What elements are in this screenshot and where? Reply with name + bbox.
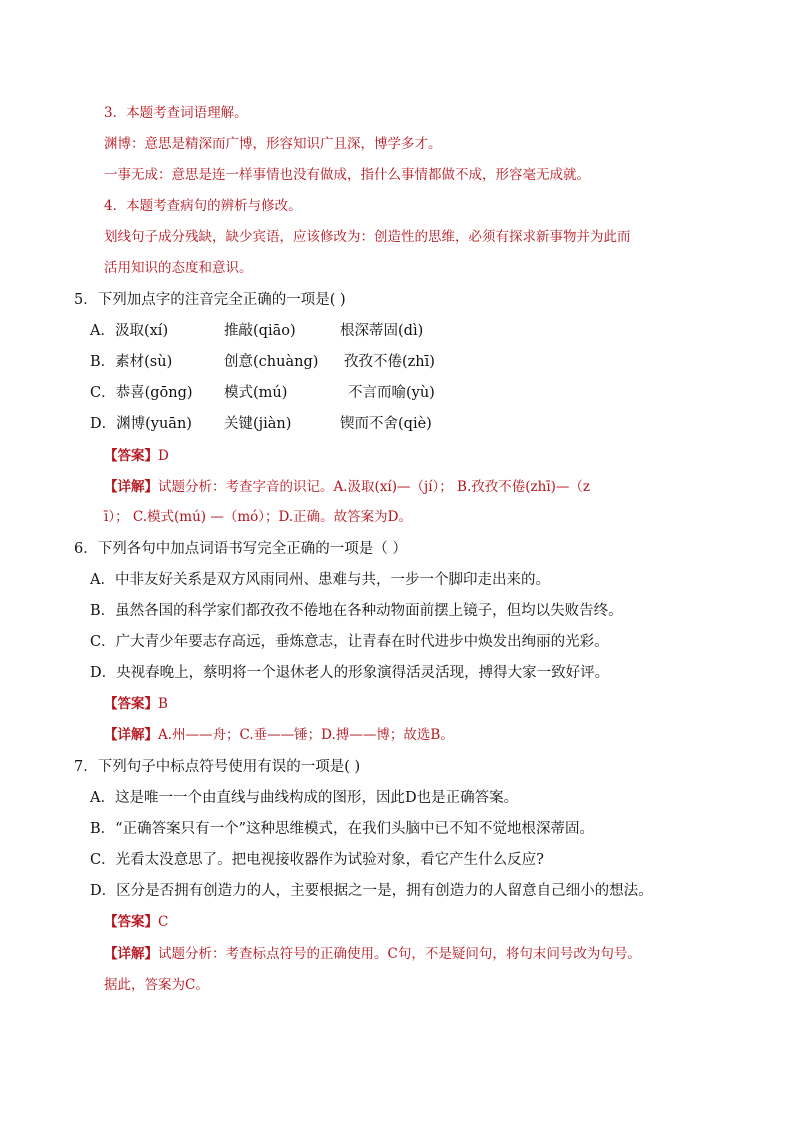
- q5-option-c-2: 模式(mú): [224, 385, 288, 401]
- q7-option-d: D．区分是否拥有创造力的人，主要根据之一是，拥有创造力的人留意自己细小的想法。: [90, 883, 653, 899]
- detail-tag: 【详解】: [104, 727, 158, 743]
- q6-option-a: A．中非友好关系是双方风雨同州、患难与共，一步一个脚印走出来的。: [90, 572, 550, 588]
- q5-option-b-2: 创意(chuàng): [224, 354, 319, 370]
- detail-text: A.州——舟；C.垂——锤；D.搏——博；故选B。: [158, 727, 454, 743]
- q5-option-c-1: C．恭喜(gōng): [90, 385, 193, 401]
- q5-option-d-3: 锲而不舍(qiè): [340, 416, 432, 432]
- q7-detail-line-1: [104, 944, 641, 964]
- question-7-stem: 7．下列句子中标点符号使用有误的一项是( ): [74, 759, 361, 775]
- q5-option-a-2: 推敲(qiāo): [224, 323, 296, 339]
- explanation-3-heading: 3．本题考查词语理解。: [104, 105, 248, 121]
- detail-text: 试题分析：考查字音的识记。A.汲取(xí)—（jí）； B.孜孜不倦(zhī)—（z: [158, 479, 591, 495]
- explanation-yuanbo: 渊博：意思是精深而广博，形容知识广且深，博学多才。: [104, 136, 442, 152]
- q6-option-d: D．央视春晚上，蔡明将一个退休老人的形象演得活灵活现，搏得大家一致好评。: [90, 665, 610, 681]
- q5-option-c-3: 不言而喻(yù): [348, 385, 435, 401]
- q5-option-a-3: 根深蒂固(dì): [340, 323, 424, 339]
- explanation-4-line-2: 活用知识的态度和意识。: [104, 260, 253, 276]
- explanation-yishiwucheng: 一事无成：意思是连一样事情也没有做成，指什么事情都做不成，形容毫无成就。: [104, 167, 590, 183]
- answer-tag: 【答案】: [104, 448, 158, 464]
- q7-option-b: B．“正确答案只有一个”这种思维模式，在我们头脑中已不知不觉地根深蒂固。: [90, 821, 594, 837]
- answer-value: C: [158, 914, 169, 930]
- q7-answer: [104, 912, 168, 932]
- q5-option-b-3: 孜孜不倦(zhī): [344, 354, 435, 370]
- detail-tag: 【详解】: [104, 946, 158, 962]
- q7-detail-line-2: 据此，答案为C。: [104, 977, 209, 993]
- answer-value: D: [158, 448, 169, 464]
- q5-option-d-2: 关键(jiàn): [224, 416, 292, 432]
- question-5-stem: 5．下列加点字的注音完全正确的一项是( ): [74, 292, 346, 308]
- answer-value: B: [158, 696, 168, 712]
- q7-option-a: A．这是唯一一个由直线与曲线构成的图形，因此D也是正确答案。: [90, 790, 519, 806]
- answer-tag: 【答案】: [104, 696, 158, 712]
- answer-tag: 【答案】: [104, 914, 158, 930]
- q5-detail-line-1: [104, 477, 590, 497]
- q5-option-b-1: B．素材(sù): [90, 354, 173, 370]
- q6-option-c: C．广大青少年要志存高远，垂炼意志，让青春在时代进步中焕发出绚丽的光彩。: [90, 634, 609, 650]
- detail-tag: 【详解】: [104, 479, 158, 495]
- q6-detail: [104, 725, 454, 745]
- question-6-stem: 6．下列各句中加点词语书写完全正确的一项是（ ）: [74, 541, 407, 557]
- q5-answer: [104, 446, 169, 466]
- q5-detail-line-2: ī）； C.模式(mú) —（mó）；D.正确。故答案为D。: [104, 509, 412, 525]
- q6-answer: [104, 694, 168, 714]
- q5-option-a-1: A．汲取(xí): [90, 323, 169, 339]
- detail-text: 试题分析：考查标点符号的正确使用。C句，不是疑问句，将句末问号改为句号。: [158, 946, 641, 962]
- explanation-4-heading: 4．本题考查病句的辨析与修改。: [104, 198, 302, 214]
- explanation-4-line-1: 划线句子成分残缺，缺少宾语，应该修改为：创造性的思维，必须有探求新事物并为此而: [104, 229, 631, 245]
- q5-option-d-1: D．渊博(yuān): [90, 416, 192, 432]
- q6-option-b: B．虽然各国的科学家们都孜孜不倦地在各种动物面前摆上镜子，但均以失败告终。: [90, 603, 623, 619]
- q7-option-c: C．光看太没意思了。把电视接收器作为试验对象，看它产生什么反应?: [90, 852, 544, 868]
